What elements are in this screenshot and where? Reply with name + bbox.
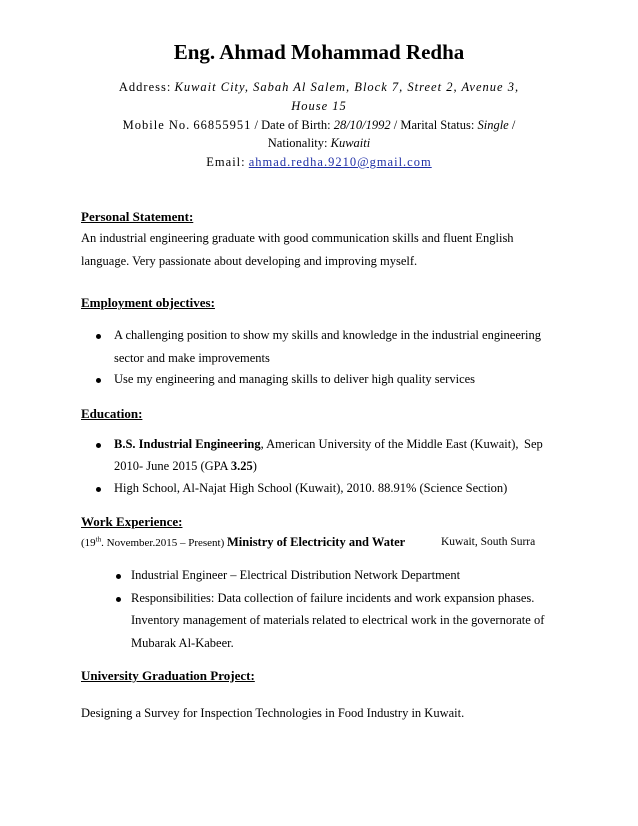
address-line-2 — [0, 99, 638, 114]
separator: / — [511, 118, 516, 132]
dob-label: / Date of Birth: — [254, 118, 331, 132]
work-experience-heading: Work Experience: — [81, 514, 183, 529]
gpa-close: ) — [252, 459, 257, 473]
marital-label: / Marital Status: — [393, 118, 475, 132]
nationality-line — [0, 136, 638, 151]
objective-item-1-line-2: sector and make improvements — [114, 351, 270, 365]
work-responsibilities-line-2: Inventory management of materials related to electrical work in the governorate of — [131, 613, 545, 627]
graduation-project-heading: University Graduation Project: — [81, 668, 255, 683]
work-role: Industrial Engineer – Electrical Distribution Network Department — [131, 568, 461, 582]
nationality-value: Kuwaiti — [330, 136, 371, 150]
personal-statement-heading: Personal Statement: — [81, 209, 194, 224]
graduation-project-text: Designing a Survey for Inspection Technologies in Food Industry in Kuwait. — [81, 706, 465, 720]
education-heading: Education: — [81, 406, 143, 421]
personal-statement-line-2: language. Very passionate about developing and improving myself. — [81, 254, 418, 268]
work-date-suffix: th — [95, 535, 102, 544]
dob-value: 28/10/1992 — [333, 118, 391, 132]
bullet-icon — [96, 487, 101, 492]
resume-name: Eng. Ahmad Mohammad Redha — [173, 40, 465, 64]
mobile-label: Mobile No. — [122, 118, 191, 132]
marital-value: Single — [477, 118, 509, 132]
email-link[interactable]: ahmad.redha.9210@gmail.com — [248, 155, 432, 169]
personal-info-line — [0, 118, 638, 133]
education-item-2: High School, Al-Najat High School (Kuwait), 2010. 88.91% (Science Section) — [114, 481, 508, 495]
nationality-label: Nationality: — [267, 136, 328, 150]
objective-item-1-line-1: A challenging position to show my skills and knowledge in the industrial engineering — [114, 328, 542, 342]
work-entry-header — [81, 535, 405, 550]
work-date-start: (19 — [81, 537, 96, 549]
work-responsibilities-line-3: Mubarak Al-Kabeer. — [131, 636, 234, 650]
email-label: Email: — [206, 155, 246, 169]
bullet-icon — [96, 334, 101, 339]
personal-statement-line-1: An industrial engineering graduate with good communication skills and fluent English — [81, 231, 514, 245]
email-line — [0, 155, 638, 170]
bullet-icon — [96, 443, 101, 448]
degree-start-month: Sep — [524, 437, 543, 451]
degree-title: B.S. Industrial Engineering — [114, 437, 261, 451]
gpa-value: 3.25 — [230, 459, 253, 473]
employer-name: Ministry of Electricity and Water — [227, 535, 406, 549]
mobile-value: 66855951 — [193, 118, 252, 132]
objective-item-2: Use my engineering and managing skills to deliver high quality services — [114, 372, 476, 386]
bullet-icon — [116, 597, 121, 602]
degree-institution: , American University of the Middle East (Kuwait), — [260, 437, 519, 451]
address-value: Kuwait City, Sabah Al Salem, Block 7, Street 2, Avenue 3, — [174, 80, 520, 94]
address-line — [0, 80, 638, 95]
bullet-icon — [96, 378, 101, 383]
address-value-2: House 15 — [291, 99, 347, 113]
education-item-1-line-2 — [114, 459, 257, 474]
work-responsibilities-line-1: Responsibilities: Data collection of failure incidents and work expansion phases. — [131, 591, 535, 605]
objectives-heading: Employment objectives: — [81, 295, 215, 310]
bullet-icon — [116, 574, 121, 579]
degree-dates: 2010- June 2015 (GPA — [114, 459, 228, 473]
address-label: Address: — [118, 80, 172, 94]
education-item-1-line-1 — [114, 437, 519, 452]
employer-location: Kuwait, South Surra — [441, 536, 536, 548]
work-date-range: . November.2015 – Present) — [101, 537, 225, 549]
